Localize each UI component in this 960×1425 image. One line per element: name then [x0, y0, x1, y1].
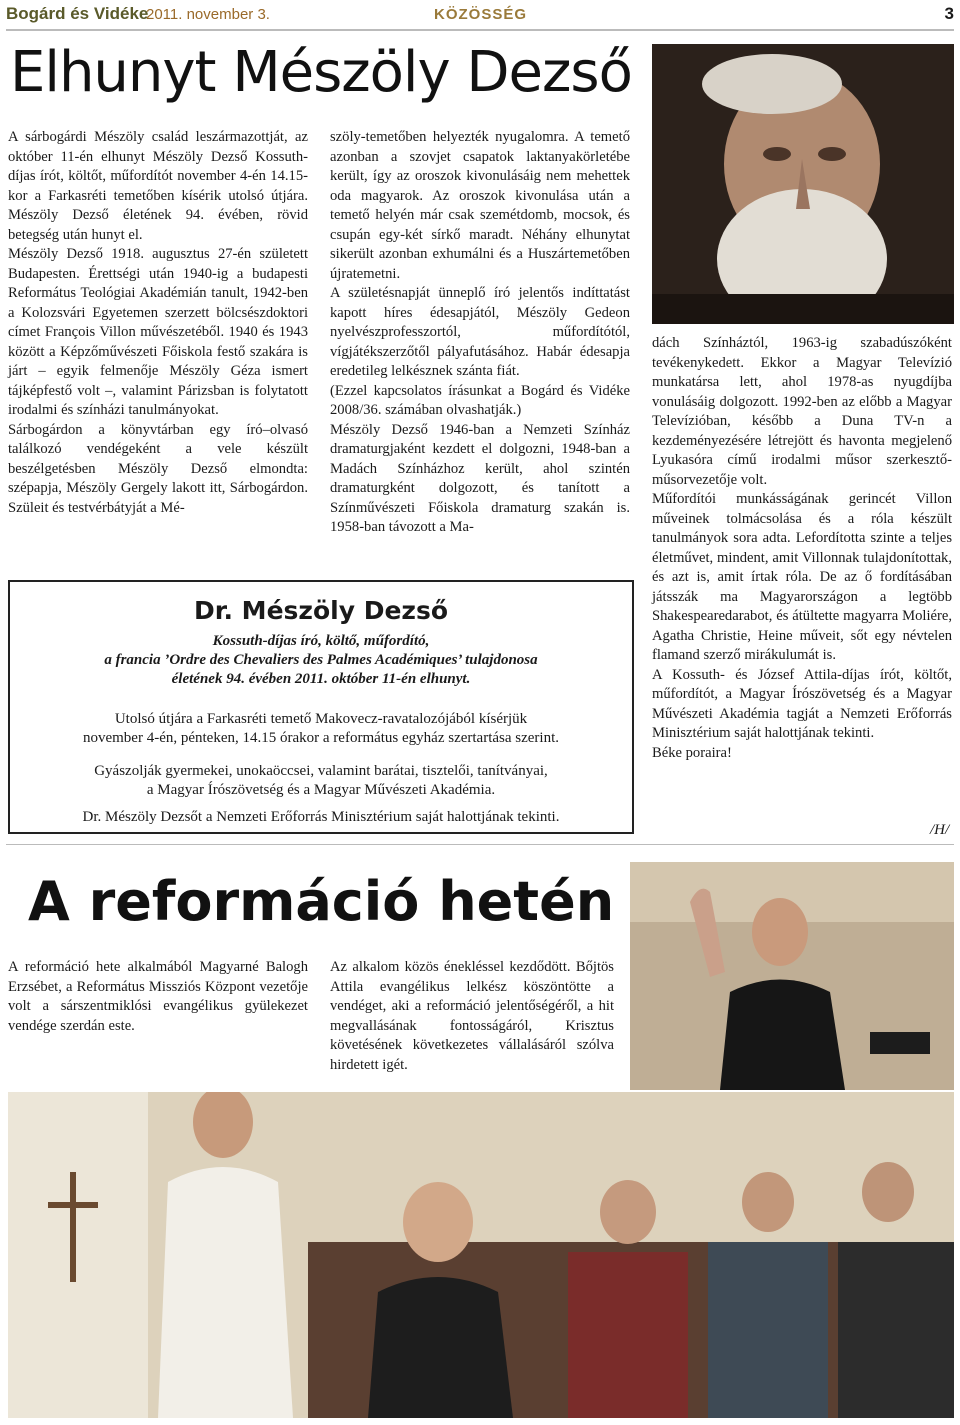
speaker-illustration: [630, 862, 954, 1090]
article-title-reformation: A reformáció hetén: [28, 870, 615, 933]
paragraph: (Ezzel kapcsolatos írásunkat a Bogárd és Vidéke 2008/36. számában olvashatják.): [330, 382, 630, 418]
notice-subtitle-line: a francia ’Ordre des Chevaliers des Palmes Académiques’ tulajdonosa: [104, 652, 538, 668]
portrait-photo: [652, 44, 954, 324]
notice-ministry-line: Dr. Mészöly Dezsőt a Nemzeti Erőforrás Minisztérium saját halottjának tekinti.: [82, 809, 560, 825]
audience-photo: [8, 1092, 954, 1418]
reformation-column-1: [8, 958, 308, 1036]
obituary-column-3: [652, 334, 952, 763]
paragraph: szöly-temetőben helyezték nyugalomra. A temető azonban a szovjet csapatok laktanyakörletébe került, így az oroszok kivonulásáig nem mehettek oda magyarok. Az oroszok kivonulása után a temető helyén már csak szemétdomb, mocsok, és csupán egy-két sírkő maradt. Néhány elhunytat sikerült azonban exhumálni és a Huszártemetőben újratemetni.: [330, 129, 630, 282]
paragraph: Az alkalom közös énekléssel kezdődött. Bőjtös Attila evangélikus lelkész köszöntötte a vendéget, aki a reformáció jelentőségéről, a hit megvallásának fontosságáról, Krisztus követésének következetes vállalásáról szólva hirdetett igét.: [330, 959, 614, 1073]
paragraph: Mészöly Dezső 1946-ban a Nemzeti Színház dramaturgjaként kezdett el dolgozni, 1948-ban a Madách Színházhoz került, ahol szintén dramaturgként dolgozott, és tanított a Színművészeti Főiskola dramaturg szakán is. 1958-ban távozott a Ma-: [330, 421, 630, 535]
author-signature: /H/: [930, 822, 950, 838]
notice-line: november 4-én, pénteken, 14.15 órakor a református egyház szertartása szerint.: [82, 730, 560, 746]
obituary-column-2: [330, 128, 630, 538]
paragraph: A reformáció hete alkalmából Magyarné Balogh Erzsébet, a Református Missziós Központ vezetője volt a sárszentmiklósi evangélikus gyülekezet vendége szerdán este.: [8, 959, 308, 1034]
page-header: [6, 4, 954, 28]
issue-date: 2011. november 3.: [146, 6, 270, 23]
notice-subtitle: [10, 632, 632, 689]
notice-subtitle-line: Kossuth-díjas író, költő, műfordító,: [212, 633, 430, 649]
portrait-illustration: [652, 44, 954, 324]
publication-name: Bogárd és Vidéke: [6, 4, 149, 23]
notice-subtitle-line: életének 94. évében 2011. október 11-én elhunyt.: [171, 671, 471, 687]
page-number: 3: [944, 4, 954, 23]
death-notice-box: [8, 580, 634, 834]
paragraph: Műfordítói munkásságának gerincét Villon műveinek tolmácsolása és a róla készült tanulmányok sora adta. Lefordította szinte a teljes életművet, mindent, amit Villonnak tulajdonítottak, és azt is, amit írtak róla. De az ő fordításában játsszák ma Magyarországon a legtöbb Shakespearedarabot, és átültette magyarra Moliére, Agatha Christie, Heine műveit, sőt egy névtelen flamand szerző mirákulumát is.: [652, 491, 952, 663]
article-title-obituary: Elhunyt Mészöly Dezső: [10, 40, 632, 105]
notice-line: Gyászolják gyermekei, unokaöccsei, valamint barátai, tisztelői, tanítványai,: [94, 763, 548, 779]
section-name: KÖZÖSSÉG: [434, 6, 528, 23]
notice-title: Dr. Mészöly Dezső: [193, 596, 449, 625]
notice-funeral-info: [10, 710, 632, 748]
obituary-column-1: [8, 128, 308, 518]
paragraph: dách Színháztól, 1963-ig szabadúszóként tevékenykedett. Ekkor a Magyar Televízió munkatársa lett, ahol 1978-as nyugdíjba vonulásáig dolgozott. 1992-ben az előbb a Magyar Televízióban, később a Duna TV-n a kezdeményezésére létrejött és havonta megjelenő Lyukasóra című irodalmi műsor szerkesztő-műsorvezetője volt.: [652, 335, 952, 488]
paragraph: Béke poraira!: [652, 744, 732, 761]
paragraph: Sárbogárdon a könyvtárban egy író–olvasó találkozó vendégeként a vele készült beszélgetésben Mészöly Dezső elmondta: szépapja, Mészöly Gergely lakott itt, Sárbogárdon. Szüleit és testvérbátyját a Mé-: [8, 421, 308, 516]
reformation-column-2: [330, 958, 614, 1075]
notice-mourners: [10, 762, 632, 800]
paragraph: A Kossuth- és József Attila-díjas írót, költőt, műfordítót, a Magyar Írószövetség és a Magyar Művészeti Akadémia tagját a Nemzeti Erőforrás Minisztérium saját halottjának tekinti.: [652, 666, 952, 741]
paragraph: A sárbogárdi Mészöly család leszármazottját, az október 11-én elhunyt Mészöly Dezső Kossuth-díjas írót, költőt, műfordítót november 4-én 14.15-kor a Farkasréti temetőben kísérik utolsó útjára. Mészöly Dezső életének 94. évében, rövid betegség után hunyt el.: [8, 129, 308, 243]
paragraph: A születésnapját ünneplő író jelentős indíttatást kapott híres édesapjától, Mészöly Gedeon nyelvészprofesszortól, műfordítótól, vígjátékszerzőtől pályafutásához. Habár édesapja eredetileg lelkésznek szánta fiát.: [330, 285, 630, 379]
speaker-photo: [630, 862, 954, 1090]
notice-line: a Magyar Írószövetség és a Magyar Művészeti Akadémia.: [146, 782, 496, 798]
notice-line: Utolsó útjára a Farkasréti temető Makovecz-ravatalozójából kísérjük: [114, 711, 528, 727]
audience-illustration: [8, 1092, 954, 1418]
header-divider: [6, 29, 954, 31]
paragraph: Mészöly Dezső 1918. augusztus 27-én született Budapesten. Érettségi után 1940-ig a budapesti Református Teológiai Akadémián tanult, 1942-ben a Kolozsvári Egyetemen szerzett bölcsészdoktori címet François Villon művészetéből. 1940 és 1943 között a Képzőművészeti Főiskola festő szakára is járt – egyik felmenője Mészöly Géza ismert tájképfestő volt –, valamint Párizsban is folytatott irodalmi és színházi tanulmányokat.: [8, 246, 308, 418]
article-divider: [6, 844, 954, 845]
